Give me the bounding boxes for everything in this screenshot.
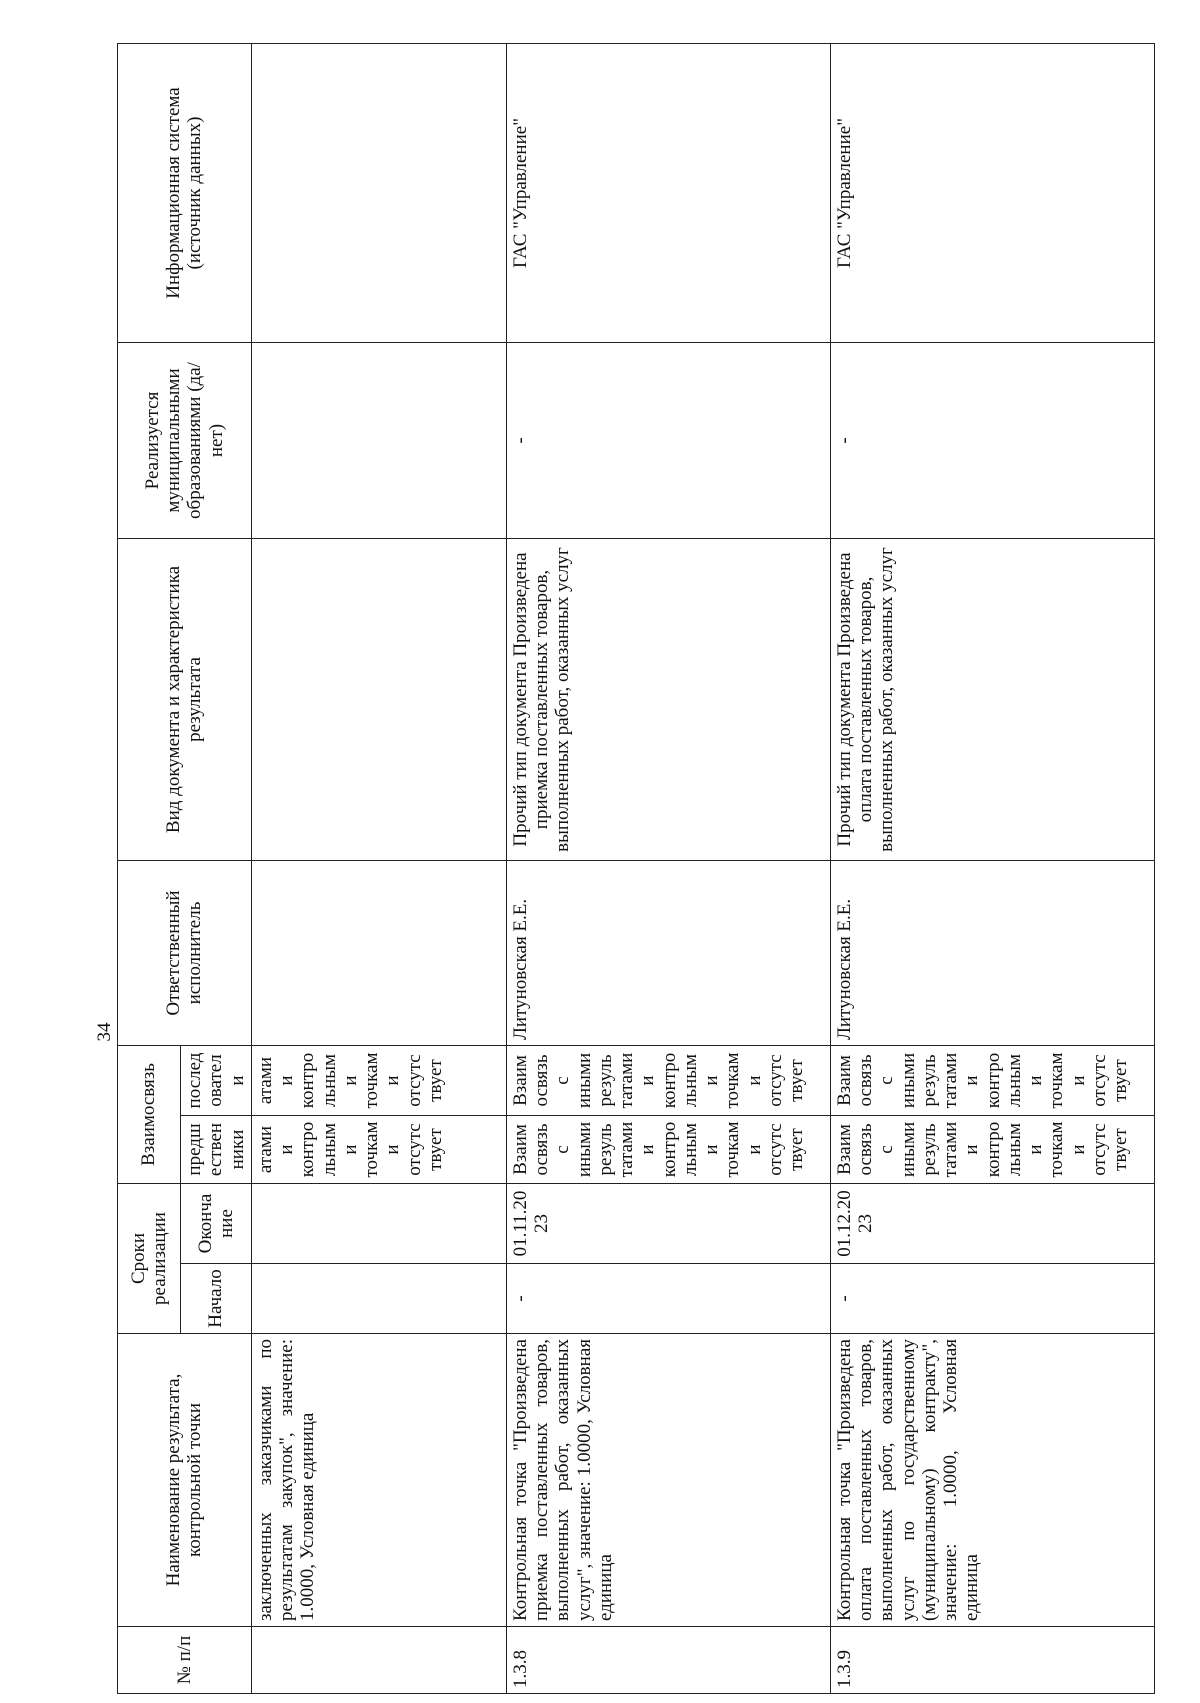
row-predecessors: Взаимосвязь с иными результатами и контрольными точками отсутствует	[506, 1116, 830, 1184]
row-doc	[251, 539, 506, 861]
row-info-system	[251, 44, 506, 343]
header-doc: Вид документа и характеристика результата	[118, 539, 252, 861]
table-row	[506, 44, 830, 1694]
row-municipal: -	[506, 343, 830, 539]
row-num: 1.3.9	[830, 1627, 1154, 1694]
row-doc: Прочий тип документа Произведена приемка поставленных товаров, выполненных работ, оказанных услуг	[506, 539, 830, 861]
row-info-system: ГАС "Управление"	[506, 44, 830, 343]
row-responsible	[251, 861, 506, 1046]
header-relation: Взаимосвязь	[118, 1046, 181, 1184]
row-start: -	[830, 1264, 1154, 1334]
header-municipal: Реализуется муниципальными образованиями (да/нет)	[118, 343, 252, 539]
row-info-system: ГАС "Управление"	[830, 44, 1154, 343]
row-start: -	[506, 1264, 830, 1334]
row-municipal: -	[830, 343, 1154, 539]
header-responsible: Ответственный исполнитель	[118, 861, 252, 1046]
row-responsible: Литуновская Е.Е.	[506, 861, 830, 1046]
header-num: № п/п	[118, 1627, 252, 1694]
results-table	[117, 43, 1155, 1694]
header-end: Окончание	[181, 1184, 252, 1264]
row-num	[251, 1627, 506, 1694]
row-successors: Взаимосвязь с иными результатами и контрольными точками отсутствует	[506, 1046, 830, 1116]
row-doc: Прочий тип документа Произведена оплата поставленных товаров, выполненных работ, оказанных услуг	[830, 539, 1154, 861]
row-end: 01.11.2023	[506, 1184, 830, 1264]
row-name: Контрольная точка "Произведена приемка поставленных товаров, выполненных работ, оказанных услуг", значение: 1.0000, Условная единица	[506, 1334, 830, 1627]
page-number: 34	[94, 1022, 115, 1042]
header-terms: Сроки реализации	[118, 1184, 181, 1334]
row-successors: Взаимосвязь с иными результатами и контрольными точками отсутствует	[830, 1046, 1154, 1116]
header-successors: последователи	[181, 1046, 252, 1116]
rotated-table-frame	[117, 44, 1132, 1694]
header-row-1	[118, 44, 181, 1694]
row-name: заключенных заказчиками по результатам закупок", значение: 1.0000, Условная единица	[251, 1334, 506, 1627]
table-row	[251, 44, 506, 1694]
header-start: Начало	[181, 1264, 252, 1334]
row-predecessors: Взаимосвязь с иными результатами и контрольными точками отсутствует	[830, 1116, 1154, 1184]
header-info-system: Информационная система (источник данных)	[118, 44, 252, 343]
header-name: Наименование результата, контрольной точки	[118, 1334, 252, 1627]
header-predecessors: предшественники	[181, 1116, 252, 1184]
row-successors: атами и контрольными точками отсутствует	[251, 1046, 506, 1116]
row-start	[251, 1264, 506, 1334]
row-end: 01.12.2023	[830, 1184, 1154, 1264]
row-name: Контрольная точка "Произведена оплата поставленных товаров, выполненных работ, оказанных услуг по государственному (муниципальному) контракту", значение: 1.0000, Условная единица	[830, 1334, 1154, 1627]
row-responsible: Литуновская Е.Е.	[830, 861, 1154, 1046]
row-predecessors: атами и контрольными точками отсутствует	[251, 1116, 506, 1184]
row-end	[251, 1184, 506, 1264]
row-num: 1.3.8	[506, 1627, 830, 1694]
table-row	[830, 44, 1154, 1694]
row-municipal	[251, 343, 506, 539]
